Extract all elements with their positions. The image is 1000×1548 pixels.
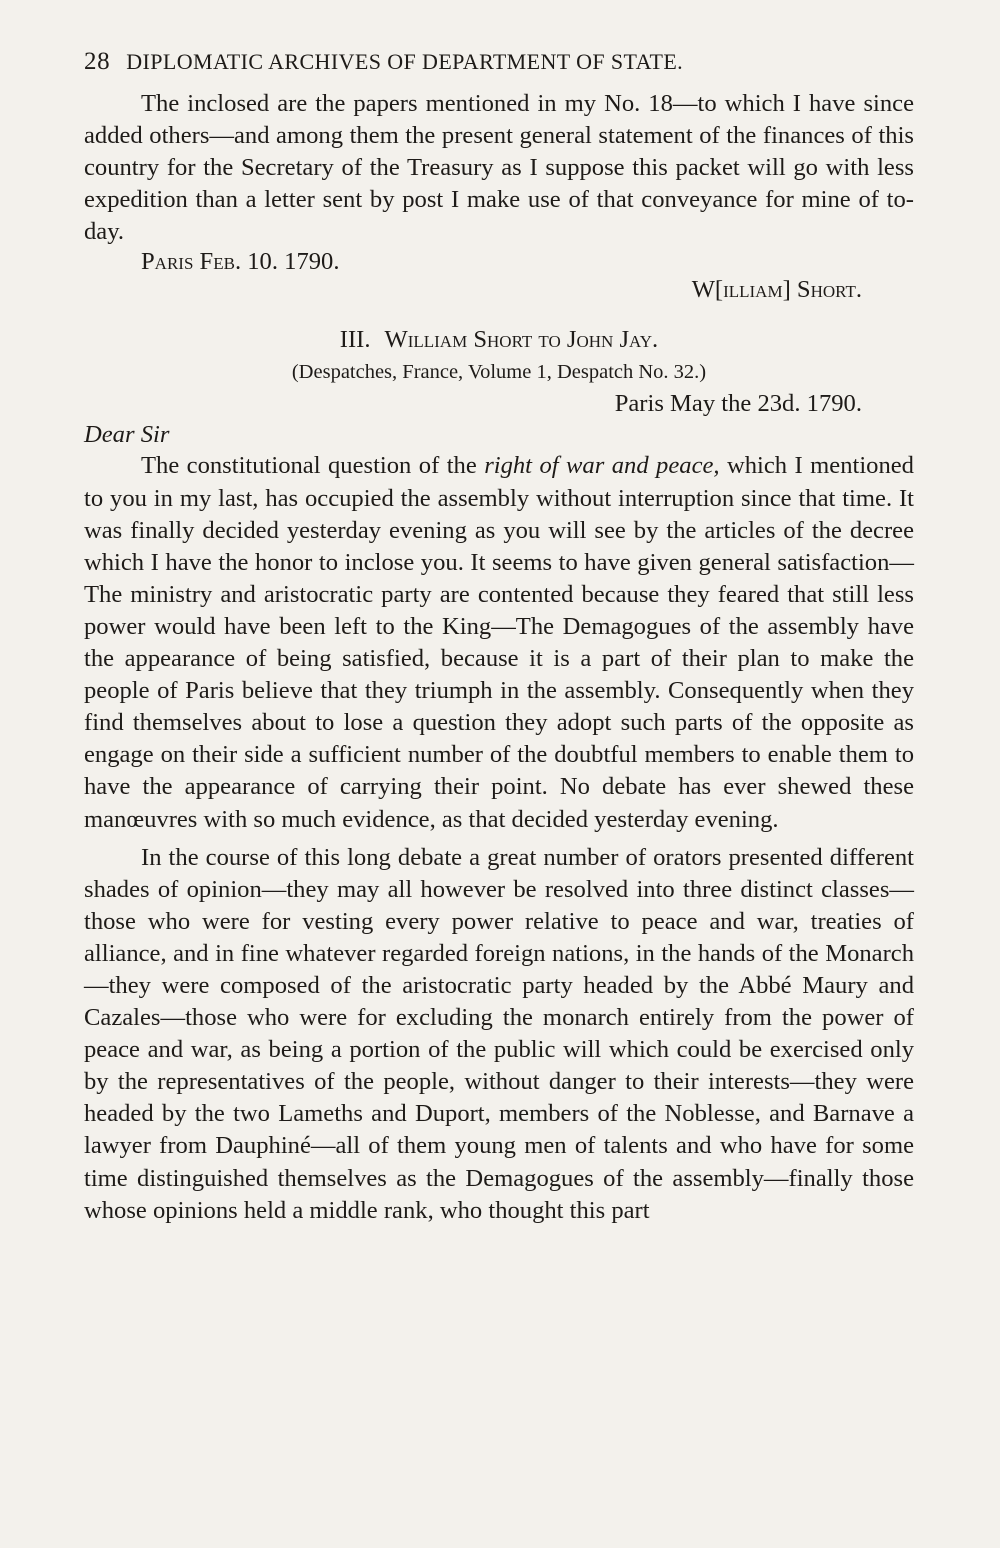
letter-two-heading-number: III.: [339, 326, 371, 354]
paragraph-one-lead: The constitutional question of the: [141, 452, 485, 480]
page-number: 28: [84, 48, 111, 75]
letter-two-dateline: Paris May the 23d. 1790.: [614, 390, 862, 418]
letter-one-place-date: [141, 248, 339, 276]
letter-one-signoff: [84, 248, 914, 312]
letter-two-heading: [84, 324, 914, 356]
letter-two-salutation: Dear Sir: [84, 421, 170, 449]
letter-one-signature: W[illiam] Short.: [691, 276, 862, 304]
document-page: [84, 48, 914, 1227]
paragraph-one-rest: which I mentioned to you in my last, has occupied the assembly without interruption since that time. It was finally decided yesterday evening as you will see by the articles of the decree which I have the honor to inclose you. It seems to have given general satisfaction—The ministry and aristocratic party are contented because they feared that still less power would have been left to the King—The Demagogues of the assembly have the appearance of being satisfied, because it is a part of their plan to make the people of Paris believe that they triumph in the assembly. Consequently when they find themselves about to lose a question they adopt such parts of the opposite as engage on their side a sufficient number of the doubtful members to enable them to have the appearance of carrying their point. No debate has ever shewed these manœuvres with so much evidence, as that decided yesterday evening.: [84, 452, 914, 833]
running-head: [84, 48, 914, 76]
letter-one-place-date-text: Paris Feb. 10. 1790.: [141, 248, 340, 276]
letter-one-paragraph: The inclosed are the papers mentioned in my No. 18—to which I have since added others—and among them the present general statement of the finances of this country for the Secretary of the Treasury as I suppose this packet will go with less expedition than a letter sent by post I make use of that conveyance for mine of to-day.: [84, 90, 914, 246]
running-head-title: DIPLOMATIC ARCHIVES OF DEPARTMENT OF STATE.: [126, 49, 684, 74]
letter-two-paragraph-one: [84, 450, 914, 835]
paragraph-one-emphasis: right of war and peace,: [484, 452, 720, 480]
letter-two-paragraph-two: In the course of this long debate a great number of orators presented different shades of opinion—they may all however be resolved into three distinct classes—those who were for vesting every power relative to peace and war, treaties of alliance, and in fine whatever regarded foreign nations, in the hands of the Monarch—they were composed of the aristocratic party headed by the Abbé Maury and Cazales—those who were for excluding the monarch entirely from the power of peace and war, as being a portion of the public will which could be exercised only by the representatives of the people, without danger to their interests—they were headed by the two Lameths and Duport, members of the Noblesse, and Barnave a lawyer from Dauphiné—all of them young men of talents and who have for some time distinguished themselves as the Demagogues of the assembly—finally those whose opinions held a middle rank, who thought this part: [84, 843, 914, 1224]
letter-two-heading-title: William Short to John Jay.: [384, 326, 659, 354]
letter-two-source: (Despatches, France, Volume 1, Despatch No. 32.): [291, 361, 707, 384]
